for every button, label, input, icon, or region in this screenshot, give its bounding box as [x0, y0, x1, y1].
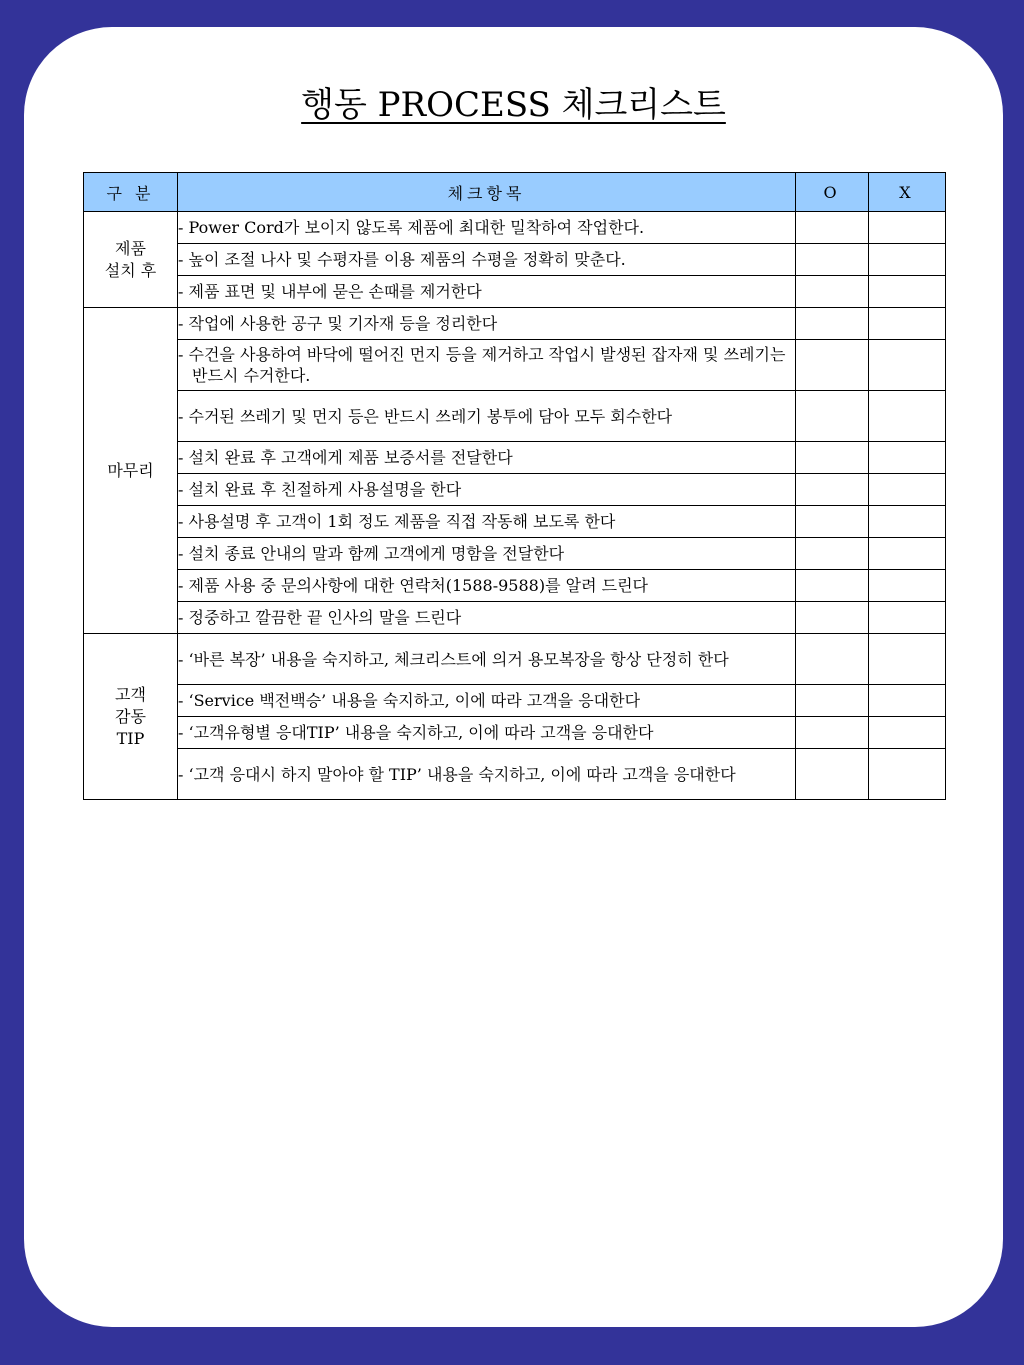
x-checkbox[interactable] — [869, 570, 946, 602]
checklist-page — [24, 27, 1003, 1327]
table-row — [84, 391, 946, 442]
x-checkbox[interactable] — [869, 685, 946, 717]
o-checkbox[interactable] — [796, 570, 869, 602]
check-item-text: - 작업에 사용한 공구 및 기자재 등을 정리한다 — [178, 314, 498, 333]
table-row — [84, 308, 946, 340]
category-label: 제품 설치 후 — [104, 238, 157, 280]
o-checkbox[interactable] — [796, 685, 869, 717]
o-checkbox[interactable] — [796, 391, 869, 442]
check-item — [178, 244, 796, 276]
category-cell — [84, 212, 178, 308]
o-checkbox[interactable] — [796, 538, 869, 570]
o-checkbox[interactable] — [796, 506, 869, 538]
check-item — [178, 276, 796, 308]
header-category: 구 분 — [84, 173, 178, 212]
check-item-text: - 설치 완료 후 고객에게 제품 보증서를 전달한다 — [178, 448, 513, 467]
check-item-text: - 정중하고 깔끔한 끝 인사의 말을 드린다 — [178, 608, 462, 627]
o-checkbox[interactable] — [796, 749, 869, 800]
o-checkbox[interactable] — [796, 308, 869, 340]
header-row — [84, 173, 946, 212]
x-checkbox[interactable] — [869, 749, 946, 800]
table-row — [84, 474, 946, 506]
check-item — [178, 340, 796, 391]
checklist-table — [83, 172, 946, 800]
x-checkbox[interactable] — [869, 538, 946, 570]
category-cell — [84, 634, 178, 800]
o-checkbox[interactable] — [796, 602, 869, 634]
o-checkbox[interactable] — [796, 634, 869, 685]
category-cell — [84, 308, 178, 634]
table-row — [84, 570, 946, 602]
check-item — [178, 538, 796, 570]
x-checkbox[interactable] — [869, 717, 946, 749]
check-item-text: - 수거된 쓰레기 및 먼지 등은 반드시 쓰레기 봉투에 담아 모두 회수한다 — [178, 406, 673, 426]
x-checkbox[interactable] — [869, 340, 946, 391]
category-label: 고객 감동 TIP — [115, 684, 146, 748]
check-item — [178, 634, 796, 685]
check-item-text: - 설치 종료 안내의 말과 함께 고객에게 명함을 전달한다 — [178, 544, 565, 563]
check-item-text: - 수건을 사용하여 바닥에 떨어진 먼지 등을 제거하고 작업시 발생된 잡자재 및 쓰레기는 반드시 수거한다. — [178, 345, 791, 385]
table-row — [84, 506, 946, 538]
check-item-text: - ‘Service 백전백승’ 내용을 숙지하고, 이에 따라 고객을 응대한다 — [178, 691, 641, 710]
table-row — [84, 340, 946, 391]
check-item-text: - ‘고객 응대시 하지 말아야 할 TIP’ 내용을 숙지하고, 이에 따라 고객을 응대한다 — [178, 764, 736, 784]
table-row — [84, 717, 946, 749]
check-item-text: - ‘바른 복장’ 내용을 숙지하고, 체크리스트에 의거 용모복장을 항상 단정히 한다 — [178, 649, 729, 669]
table-row — [84, 602, 946, 634]
o-checkbox[interactable] — [796, 474, 869, 506]
table-row — [84, 212, 946, 244]
check-item — [178, 685, 796, 717]
o-checkbox[interactable] — [796, 340, 869, 391]
table-row — [84, 538, 946, 570]
check-item — [178, 212, 796, 244]
header-x: X — [869, 173, 946, 212]
check-item-text: - 제품 사용 중 문의사항에 대한 연락처(1588-9588)를 알려 드린다 — [178, 576, 648, 595]
x-checkbox[interactable] — [869, 506, 946, 538]
o-checkbox[interactable] — [796, 212, 869, 244]
table-row — [84, 634, 946, 685]
check-item-text: - 설치 완료 후 친절하게 사용설명을 한다 — [178, 480, 462, 499]
x-checkbox[interactable] — [869, 474, 946, 506]
x-checkbox[interactable] — [869, 244, 946, 276]
header-item: 체크항목 — [178, 173, 796, 212]
check-item — [178, 308, 796, 340]
table-row — [84, 749, 946, 800]
check-item — [178, 391, 796, 442]
check-item-text: - 높이 조절 나사 및 수평자를 이용 제품의 수평을 정확히 맞춘다. — [178, 250, 626, 269]
x-checkbox[interactable] — [869, 602, 946, 634]
x-checkbox[interactable] — [869, 442, 946, 474]
table-row — [84, 276, 946, 308]
check-item-text: - Power Cord가 보이지 않도록 제품에 최대한 밀착하여 작업한다. — [178, 218, 645, 237]
x-checkbox[interactable] — [869, 212, 946, 244]
x-checkbox[interactable] — [869, 308, 946, 340]
x-checkbox[interactable] — [869, 634, 946, 685]
table-row — [84, 442, 946, 474]
o-checkbox[interactable] — [796, 276, 869, 308]
check-item-text: - 사용설명 후 고객이 1회 정도 제품을 직접 작동해 보도록 한다 — [178, 512, 616, 531]
check-item — [178, 749, 796, 800]
page-title: 행동 PROCESS 체크리스트 — [301, 85, 726, 125]
x-checkbox[interactable] — [869, 276, 946, 308]
o-checkbox[interactable] — [796, 244, 869, 276]
table-row — [84, 685, 946, 717]
header-o: O — [796, 173, 869, 212]
check-item — [178, 602, 796, 634]
table-row — [84, 244, 946, 276]
x-checkbox[interactable] — [869, 391, 946, 442]
o-checkbox[interactable] — [796, 442, 869, 474]
check-item — [178, 717, 796, 749]
check-item-text: - 제품 표면 및 내부에 묻은 손때를 제거한다 — [178, 282, 482, 301]
check-item — [178, 442, 796, 474]
check-item — [178, 506, 796, 538]
check-item — [178, 474, 796, 506]
check-item-text: - ‘고객유형별 응대TIP’ 내용을 숙지하고, 이에 따라 고객을 응대한다 — [178, 723, 654, 742]
check-item — [178, 570, 796, 602]
o-checkbox[interactable] — [796, 717, 869, 749]
category-label: 마무리 — [107, 460, 154, 480]
